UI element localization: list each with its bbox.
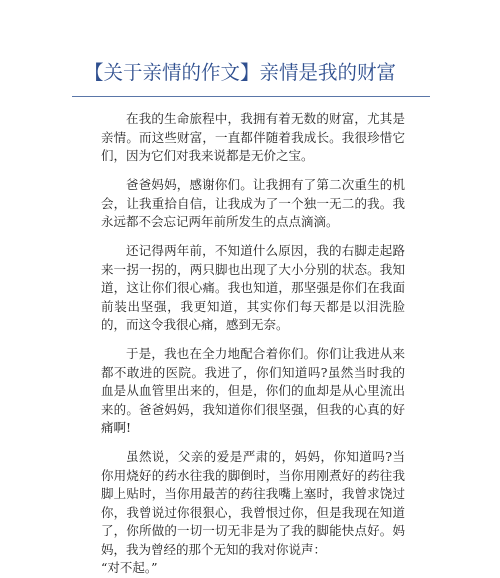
paragraph-6: “对不起。” <box>101 560 158 575</box>
paragraph-3: 还记得两年前，不知道什么原因，我的右脚走起路来一拐一拐的，两只脚也出现了大小分别的状态。我知道，这让你们很心痛。我也知道，那坚强是你们在我面前装出坚强，我更知道，其实你们每天都是以泪洗脸的，而这令我很心痛，感到无奈。 <box>101 243 405 332</box>
paragraph-4: 于是，我也在全力地配合着你们。你们让我进从来都不敢进的医院。我进了，你们知道吗?虽然当时我的血是从血管里出来的，但是，你们的血却是从心里流出来的。爸爸妈妈，我知道你们很坚强，但我的心真的好痛啊! <box>101 346 405 435</box>
article-title: 【关于亲情的作文】亲情是我的财富 <box>84 61 397 84</box>
paragraph-1: 在我的生命旅程中，我拥有着无数的财富，尤其是亲情。而这些财富，一直都伴随着我成长。我很珍惜它们，因为它们对我来说都是无价之宝。 <box>101 111 405 163</box>
article-body <box>101 110 405 578</box>
paragraph-2: 爸爸妈妈，感谢你们。让我拥有了第二次重生的机会，让我重拾自信，让我成为了一个独一无二的我。我永远都不会忘记两年前所发生的点点滴滴。 <box>101 177 405 229</box>
paragraph-5: 虽然说，父亲的爱是严肃的，妈妈，你知道吗?当你用烧好的药水往我的脚倒时，当你用刚煮好的药往我脚上贴时，当你用最苦的药往我嘴上塞时，我曾求饶过你，我曾说过你很狠心，我曾恨过你，但是我现在知道了，你所做的一切一切无非是为了我的脚能快点好。妈妈，我为曾经的那个无知的我对你说声： <box>101 449 405 557</box>
title-divider <box>72 96 430 97</box>
